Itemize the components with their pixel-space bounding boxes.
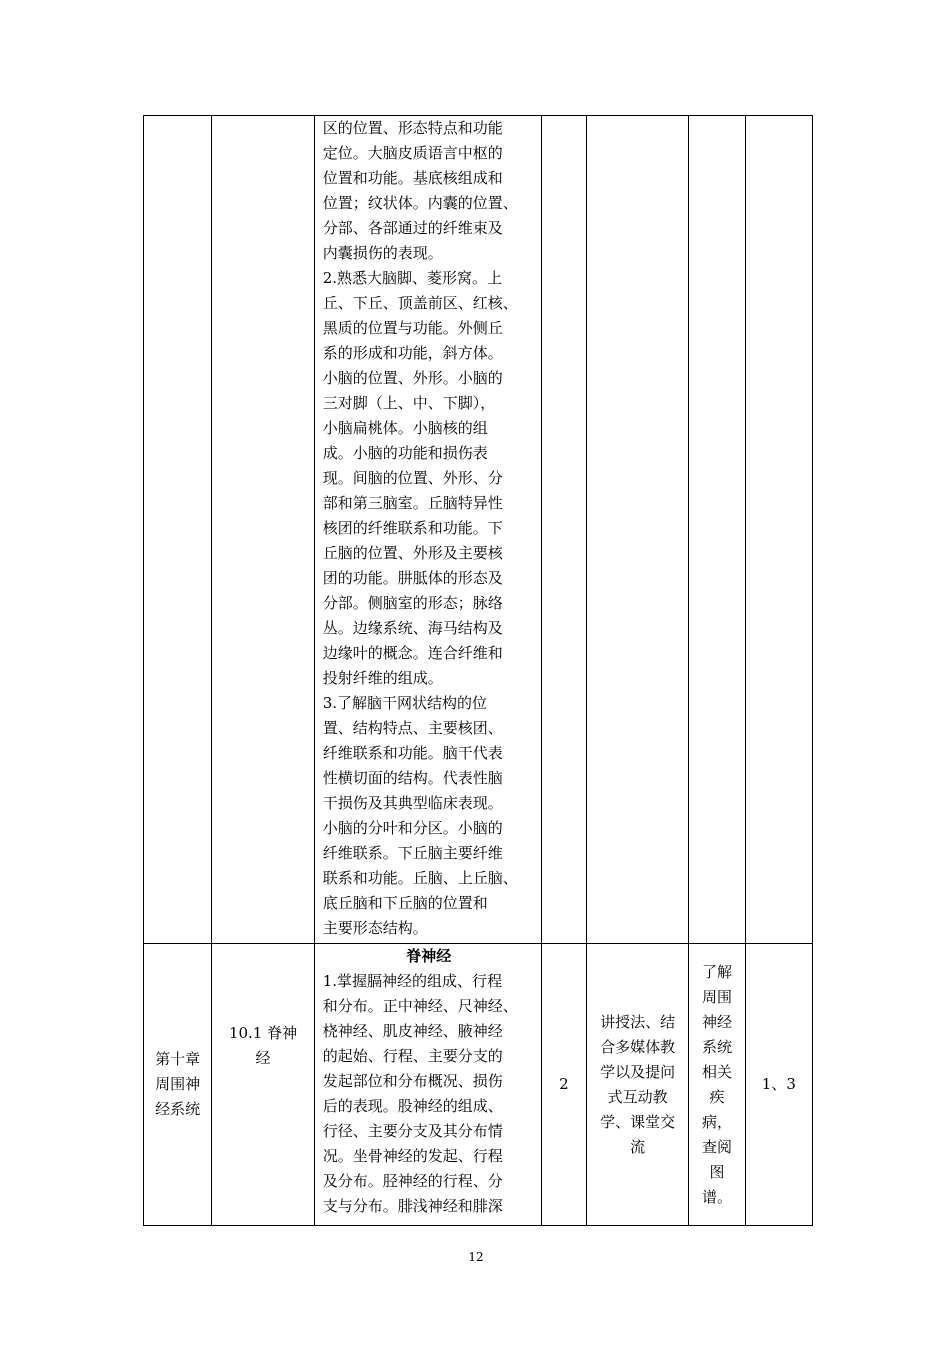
hours-cell (541, 116, 586, 944)
selfstudy-line: 周围 (702, 987, 733, 1006)
chapter-line: 周围神 (155, 1075, 201, 1093)
method-cell (586, 116, 688, 944)
content-line: 纤维联系。下丘脑主要纤维 (322, 844, 503, 862)
chapter-line: 经系统 (155, 1100, 201, 1118)
section-cell (212, 944, 314, 1226)
selfstudy-line: 神经 (702, 1012, 733, 1031)
selfstudy-line: 查阅 (702, 1137, 733, 1156)
content-line: 丛。边缘系统、海马结构及 (322, 619, 503, 637)
content-line: 置、结构特点、主要核团、 (322, 719, 503, 737)
content-text (315, 944, 541, 1219)
content-line: 及分布。胫神经的行程、分 (322, 1172, 503, 1190)
content-text (315, 116, 541, 941)
selfstudy-line: 谱。 (702, 1187, 733, 1206)
selfstudy-line: 病， (702, 1112, 733, 1131)
content-line: 内囊损伤的表现。 (322, 244, 443, 262)
content-line: 定位。大脑皮质语言中枢的 (322, 144, 503, 162)
selfstudy-cell (689, 116, 745, 944)
selfstudy-line: 图 (709, 1162, 725, 1181)
content-line: 三对脚（上、中、下脚）， (322, 394, 496, 412)
objectives-cell (745, 944, 812, 1226)
content-line: 干损伤及其典型临床表现。 (322, 794, 503, 812)
content-line: 团的功能。肼胝体的形态及 (322, 569, 503, 587)
content-line: 位置；纹状体。内囊的位置、 (322, 194, 518, 212)
content-line: 性横切面的结构。代表性脑 (322, 769, 503, 787)
method-line: 合多媒体教 (600, 1037, 676, 1056)
content-line: 况。坐骨神经的发起、行程 (322, 1147, 503, 1165)
content-line: 位置和功能。基底核组成和 (322, 169, 503, 187)
content-cell (314, 944, 541, 1226)
content-line: 核团的纤维联系和功能。下 (322, 519, 503, 537)
method-line: 式互动教 (607, 1087, 668, 1106)
content-line: 现。间脑的位置、外形、分 (322, 469, 503, 487)
content-line: 投射纤维的组成。 (322, 669, 443, 687)
section-line: 经 (255, 1049, 271, 1067)
content-line: 纤维联系和功能。脑干代表 (322, 744, 503, 762)
content-line: 发起部位和分布概况、损伤 (322, 1072, 503, 1090)
content-line: 行径、主要分支及其分布情 (322, 1122, 503, 1140)
syllabus-table (143, 115, 813, 1226)
content-line: 小脑扁桃体。小脑核的组 (322, 419, 488, 437)
content-line: 的起始、行程、主要分支的 (322, 1047, 503, 1065)
content-line: 1.掌握膈神经的组成、行程 (322, 972, 503, 990)
content-line: 分部、各部通过的纤维束及 (322, 219, 503, 237)
selfstudy-line: 相关 (702, 1062, 733, 1081)
content-line: 边缘叶的概念。连合纤维和 (322, 644, 503, 662)
selfstudy-cell (689, 944, 745, 1226)
selfstudy-line: 系统 (702, 1037, 733, 1056)
method-line: 流 (630, 1137, 646, 1156)
content-line: 系的形成和功能，斜方体。 (322, 344, 503, 362)
chapter-cell (144, 116, 212, 944)
method-cell (586, 944, 688, 1226)
content-line: 区的位置、形态特点和功能 (322, 119, 503, 137)
content-line: 桡神经、肌皮神经、腋神经 (322, 1022, 503, 1040)
section-title (229, 1021, 297, 1071)
content-line: 主要形态结构。 (322, 919, 428, 937)
content-title: 脊神经 (406, 947, 452, 965)
hours-cell (541, 944, 586, 1226)
content-line: 3.了解脑干网状结构的位 (322, 694, 488, 712)
content-line: 小脑的位置、外形。小脑的 (322, 369, 503, 387)
content-line: 成。小脑的功能和损伤表 (322, 444, 488, 462)
content-line: 分部。侧脑室的形态；脉络 (322, 594, 503, 612)
chapter-cell (144, 944, 212, 1226)
selfstudy-line: 疾 (709, 1087, 725, 1106)
content-line: 底丘脑和下丘脑的位置和 (322, 894, 488, 912)
content-line: 部和第三脑室。丘脑特异性 (322, 494, 503, 512)
content-line: 后的表现。股神经的组成、 (322, 1097, 503, 1115)
content-line: 支与分布。腓浅神经和腓深 (322, 1197, 503, 1215)
page-number: 12 (468, 1250, 484, 1264)
self-study (702, 960, 732, 1210)
content-line: 丘、下丘、顶盖前区、红核、 (322, 294, 518, 312)
selfstudy-line: 了解 (702, 962, 733, 981)
method-line: 学以及提问 (600, 1062, 676, 1081)
section-line: 10.1 脊神 (228, 1024, 298, 1042)
section-cell (212, 116, 314, 944)
method-line: 学、课堂交 (600, 1112, 676, 1131)
objectives-value: 1、3 (761, 1075, 796, 1093)
content-line: 丘脑的位置、外形及主要核 (322, 544, 503, 562)
teaching-method (600, 1010, 675, 1160)
content-cell (314, 116, 541, 944)
table-row (144, 944, 813, 1226)
content-line: 黑质的位置与功能。外侧丘 (322, 319, 503, 337)
chapter-line: 第十章 (155, 1050, 201, 1068)
content-line: 小脑的分叶和分区。小脑的 (322, 819, 503, 837)
hours-value: 2 (559, 1075, 569, 1093)
content-line: 2.熟悉大脑脚、菱形窝。上 (322, 269, 503, 287)
method-line: 讲授法、结 (600, 1012, 676, 1031)
table-row (144, 116, 813, 944)
content-line: 和分布。正中神经、尺神经、 (322, 997, 518, 1015)
content-line: 联系和功能。丘脑、上丘脑、 (322, 869, 518, 887)
chapter-title (155, 1047, 200, 1122)
objectives-cell (745, 116, 812, 944)
